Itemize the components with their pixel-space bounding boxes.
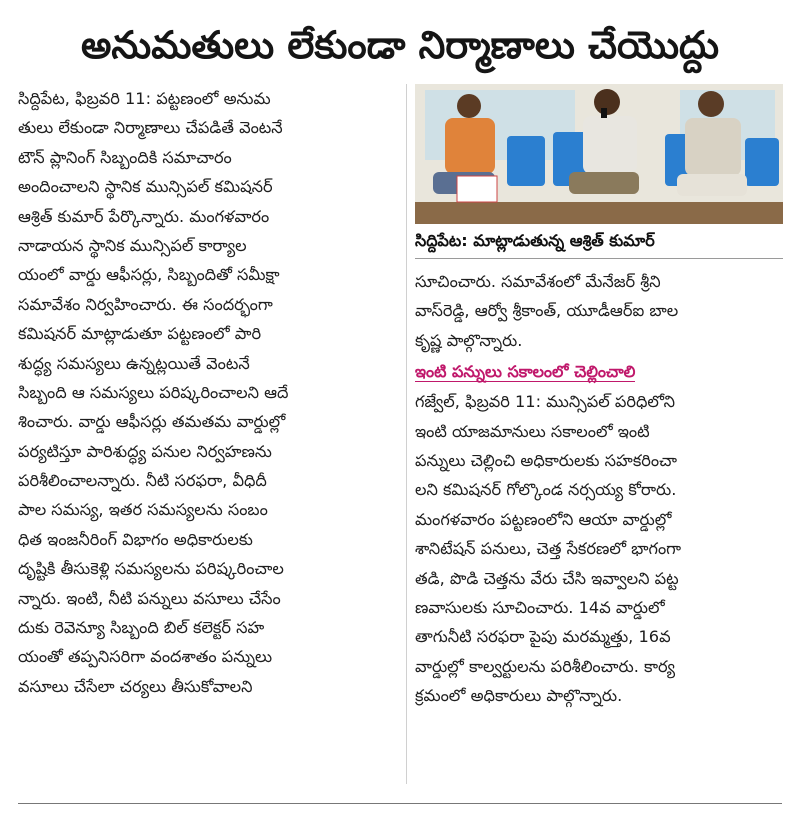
text-line: తులు లేకుండా నిర్మాణాలు చేపడితే వెంటనే <box>18 118 283 138</box>
right-column <box>415 84 783 710</box>
text-line: క్రమంలో అధికారులు పాల్గొన్నారు. <box>415 686 623 706</box>
subheading-text: ఇంటి పన్నులు సకాలంలో చెల్లించాలి <box>415 362 636 382</box>
text-line: అందించాలని స్థానిక మున్సిపల్ కమిషనర్ <box>18 177 273 197</box>
right-column-top-text <box>415 267 783 355</box>
text-line: కృష్ణ పాల్గొన్నారు. <box>415 330 523 350</box>
text-line: దృష్టికి తీసుకెళ్లి సమస్యలను పరిష్కరించాల <box>18 559 284 579</box>
text-line: ధిత ఇంజనీరింగ్ విభాగం అధికారులకు <box>18 529 253 549</box>
text-line: తడి, పొడి చెత్తను వేరు చేసి ఇవ్వాలని పట్ట <box>415 568 679 588</box>
text-line: వసూలు చేసేలా చర్యలు తీసుకోవాలని <box>18 676 253 696</box>
text-line: వాస్‌రెడ్డి, ఆర్వో శ్రీకాంత్, యూడీఆర్ఐ బాల <box>415 301 679 321</box>
text-line: మంగళవారం పట్టణంలోని ఆయా వార్డుల్లో <box>415 509 672 529</box>
text-line: పరిశీలించాలన్నారు. నీటి సరఫరా, వీధిదీ <box>18 471 267 491</box>
text-line: టౌన్ ప్లానింగ్ సిబ్బందికి సమాచారం <box>18 147 232 167</box>
text-line: శానిటేషన్ పనులు, చెత్త సేకరణలో భాగంగా <box>415 539 682 559</box>
text-line: పన్నులు చెల్లించి అధికారులకు సహకరించా <box>415 450 677 470</box>
text-line: ఆశ్రిత్ కుమార్ పేర్కొన్నారు. మంగళవారం <box>18 206 270 226</box>
text-line: పాల సమస్య, ఇతర సమస్యలను సంబం <box>18 500 268 520</box>
text-line: శుద్ధ్య సమస్యలు ఉన్నట్లయితే వెంటనే <box>18 353 250 373</box>
text-line: శించారు. వార్డు ఆఫీసర్లు తమతమ వార్డుల్లో <box>18 412 286 432</box>
text-line: దుకు రెవెన్యూ సిబ్బంది బిల్ కలెక్టర్ సహ <box>18 618 265 638</box>
bottom-rule <box>18 803 782 804</box>
text-line: వార్డుల్లో కాల్వర్టులను పరిశీలించారు. కార్య <box>415 656 676 676</box>
column-divider <box>406 84 407 784</box>
news-photo <box>415 84 783 224</box>
subheading <box>415 357 783 387</box>
text-line: సూచించారు. సమావేశంలో మేనేజర్ శ్రీని <box>415 272 661 291</box>
text-line: యంతో తప్పనిసరిగా వందశాతం పన్నులు <box>18 647 273 667</box>
text-line: సిద్దిపేట, ఫిబ్రవరి 11: పట్టణంలో అనుమ <box>18 89 271 108</box>
meeting-photo-image <box>415 84 783 224</box>
text-line: యంలో వార్డు ఆఫీసర్లు, సిబ్బందితో సమీక్షా <box>18 265 280 285</box>
text-line: తాగునీటి సరఫరా పైపు మరమ్మత్తు, 16వ <box>415 627 671 647</box>
text-line: గజ్వేల్, ఫిబ్రవరి 11: మున్సిపల్ పరిధిలోని <box>415 392 676 412</box>
headline: అనుమతులు లేకుండా నిర్మాణాలు చేయొద్దు <box>80 23 720 67</box>
text-line: న్నారు. ఇంటి, నీటి పన్నులు వసూలు చేసేం <box>18 588 281 608</box>
right-column-bottom-text <box>415 387 783 710</box>
text-line: నాడాయన స్థానిక మున్సిపల్ కార్యాల <box>18 235 247 255</box>
text-line: కమిషనర్ మాట్లాడుతూ పట్టణంలో పారి <box>18 324 262 344</box>
photo-caption: సిద్దిపేట: మాట్లాడుతున్న ఆశ్రిత్ కుమార్ <box>415 224 783 259</box>
left-column <box>18 84 398 701</box>
text-line: సిబ్బంది ఆ సమస్యలు పరిష్కరించాలని ఆదే <box>18 382 289 402</box>
text-line: ణవాసులకు సూచించారు. 14వ వార్డులో <box>415 597 665 617</box>
text-line: పర్యటిస్తూ పారిశుద్ధ్య పనుల నిర్వహణను <box>18 441 272 461</box>
text-line: లని కమిషనర్ గోల్కొండ నర్సయ్య కోరారు. <box>415 480 677 500</box>
text-line: సమావేశం నిర్వహించారు. ఈ సందర్భంగా <box>18 294 273 314</box>
text-line: ఇంటి యాజమానులు సకాలంలో ఇంటి <box>415 421 650 441</box>
